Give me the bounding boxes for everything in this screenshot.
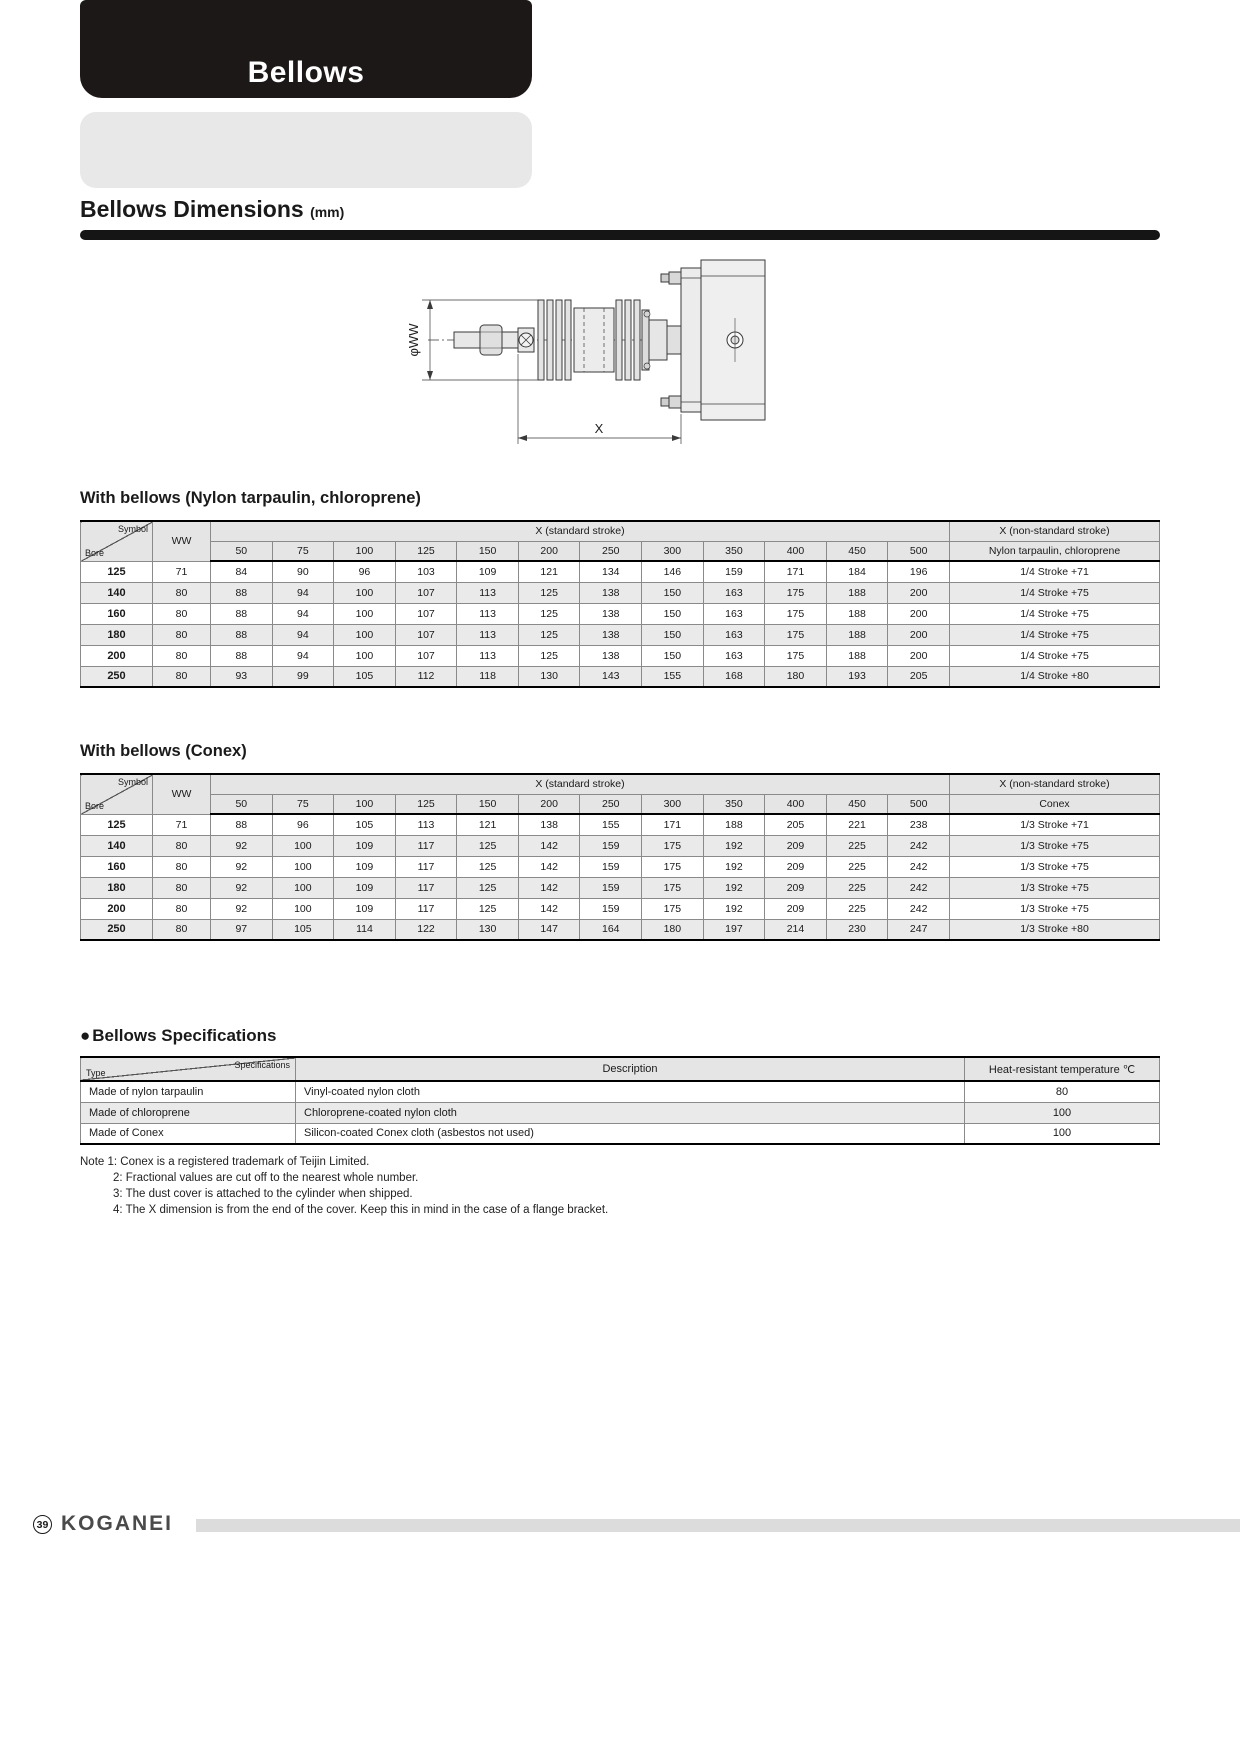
ww-cell: 80 bbox=[153, 877, 211, 898]
table-row bbox=[81, 877, 1160, 898]
bore-cell: 250 bbox=[81, 666, 153, 687]
diagram-label-x: X bbox=[594, 421, 604, 436]
value-cell: 113 bbox=[395, 814, 457, 835]
note-line: 4: The X dimension is from the end of the cover. Keep this in mind in the case of a flange bracket. bbox=[113, 1204, 609, 1216]
value-cell: 142 bbox=[518, 856, 580, 877]
ww-cell: 80 bbox=[153, 919, 211, 940]
footer-bar bbox=[196, 1519, 1240, 1532]
value-cell: 175 bbox=[642, 856, 704, 877]
nonstd-stroke-header: X (non-standard stroke) bbox=[950, 774, 1160, 794]
stroke-col: 350 bbox=[703, 541, 765, 561]
value-cell: 109 bbox=[457, 561, 519, 582]
stroke-col: 150 bbox=[457, 541, 519, 561]
value-cell: 147 bbox=[518, 919, 580, 940]
ww-cell: 80 bbox=[153, 645, 211, 666]
value-cell: 242 bbox=[888, 877, 950, 898]
stroke-col: 100 bbox=[334, 794, 396, 814]
value-cell: 138 bbox=[580, 624, 642, 645]
nonstd-cell: 1/4 Stroke +75 bbox=[950, 624, 1160, 645]
value-cell: 94 bbox=[272, 582, 334, 603]
value-cell: 146 bbox=[642, 561, 704, 582]
table-row bbox=[81, 1123, 1160, 1144]
ww-cell: 80 bbox=[153, 624, 211, 645]
table-title-conex: With bellows (Conex) bbox=[80, 742, 247, 760]
nonstd-sub-header: Nylon tarpaulin, chloroprene bbox=[950, 541, 1160, 561]
value-cell: 117 bbox=[395, 856, 457, 877]
value-cell: 214 bbox=[765, 919, 827, 940]
value-cell: 150 bbox=[642, 645, 704, 666]
value-cell: 138 bbox=[518, 814, 580, 835]
table-title-nylon: With bellows (Nylon tarpaulin, chloroprene) bbox=[80, 489, 421, 507]
stroke-col: 250 bbox=[580, 794, 642, 814]
value-cell: 130 bbox=[457, 919, 519, 940]
value-cell: 94 bbox=[272, 603, 334, 624]
value-cell: 92 bbox=[211, 877, 273, 898]
value-cell: 238 bbox=[888, 814, 950, 835]
value-cell: 188 bbox=[826, 582, 888, 603]
value-cell: 184 bbox=[826, 561, 888, 582]
value-cell: 155 bbox=[642, 666, 704, 687]
temp-cell: 100 bbox=[965, 1102, 1160, 1123]
banner-subpanel bbox=[80, 112, 532, 188]
stroke-col: 150 bbox=[457, 794, 519, 814]
stroke-col: 200 bbox=[518, 794, 580, 814]
value-cell: 109 bbox=[334, 898, 396, 919]
value-cell: 164 bbox=[580, 919, 642, 940]
stroke-col: 250 bbox=[580, 541, 642, 561]
value-cell: 175 bbox=[642, 898, 704, 919]
corner-cell bbox=[81, 521, 153, 561]
nonstd-cell: 1/4 Stroke +80 bbox=[950, 666, 1160, 687]
value-cell: 188 bbox=[826, 645, 888, 666]
stroke-col: 200 bbox=[518, 541, 580, 561]
value-cell: 159 bbox=[580, 898, 642, 919]
stroke-col: 500 bbox=[888, 541, 950, 561]
desc-cell: Vinyl-coated nylon cloth bbox=[296, 1081, 965, 1102]
nonstd-cell: 1/4 Stroke +75 bbox=[950, 645, 1160, 666]
stroke-col: 350 bbox=[703, 794, 765, 814]
table-row bbox=[81, 835, 1160, 856]
stroke-col: 125 bbox=[395, 541, 457, 561]
value-cell: 107 bbox=[395, 603, 457, 624]
value-cell: 117 bbox=[395, 877, 457, 898]
value-cell: 113 bbox=[457, 582, 519, 603]
value-cell: 197 bbox=[703, 919, 765, 940]
value-cell: 100 bbox=[334, 582, 396, 603]
value-cell: 209 bbox=[765, 856, 827, 877]
value-cell: 200 bbox=[888, 624, 950, 645]
value-cell: 107 bbox=[395, 582, 457, 603]
bore-cell: 140 bbox=[81, 582, 153, 603]
value-cell: 112 bbox=[395, 666, 457, 687]
value-cell: 192 bbox=[703, 898, 765, 919]
value-cell: 121 bbox=[518, 561, 580, 582]
nonstd-cell: 1/4 Stroke +71 bbox=[950, 561, 1160, 582]
table-row bbox=[81, 856, 1160, 877]
value-cell: 221 bbox=[826, 814, 888, 835]
nonstd-cell: 1/4 Stroke +75 bbox=[950, 582, 1160, 603]
value-cell: 125 bbox=[518, 582, 580, 603]
section-title: Bellows Dimensions (mm) bbox=[80, 196, 345, 222]
value-cell: 93 bbox=[211, 666, 273, 687]
type-cell: Made of nylon tarpaulin bbox=[81, 1081, 296, 1102]
value-cell: 100 bbox=[334, 645, 396, 666]
value-cell: 209 bbox=[765, 835, 827, 856]
value-cell: 94 bbox=[272, 645, 334, 666]
value-cell: 225 bbox=[826, 835, 888, 856]
value-cell: 100 bbox=[272, 898, 334, 919]
ww-cell: 71 bbox=[153, 814, 211, 835]
stroke-col: 400 bbox=[765, 794, 827, 814]
stroke-col: 300 bbox=[642, 541, 704, 561]
bullet-icon: ● bbox=[80, 1026, 91, 1045]
value-cell: 107 bbox=[395, 624, 457, 645]
value-cell: 188 bbox=[826, 624, 888, 645]
value-cell: 180 bbox=[642, 919, 704, 940]
value-cell: 90 bbox=[272, 561, 334, 582]
stroke-col: 500 bbox=[888, 794, 950, 814]
value-cell: 113 bbox=[457, 645, 519, 666]
desc-cell: Silicon-coated Conex cloth (asbestos not used) bbox=[296, 1123, 965, 1144]
value-cell: 109 bbox=[334, 835, 396, 856]
bore-cell: 180 bbox=[81, 877, 153, 898]
value-cell: 168 bbox=[703, 666, 765, 687]
value-cell: 175 bbox=[642, 877, 704, 898]
value-cell: 175 bbox=[765, 603, 827, 624]
corner-symbol-label: Symbol bbox=[117, 524, 148, 534]
value-cell: 130 bbox=[518, 666, 580, 687]
value-cell: 105 bbox=[272, 919, 334, 940]
stroke-col: 450 bbox=[826, 794, 888, 814]
ww-header: WW bbox=[153, 521, 211, 561]
table-row bbox=[81, 666, 1160, 687]
std-stroke-header: X (standard stroke) bbox=[211, 521, 950, 541]
value-cell: 192 bbox=[703, 877, 765, 898]
notes-block bbox=[80, 1154, 608, 1218]
value-cell: 125 bbox=[518, 645, 580, 666]
value-cell: 175 bbox=[765, 624, 827, 645]
ww-header: WW bbox=[153, 774, 211, 814]
specs-table bbox=[80, 1056, 1160, 1145]
value-cell: 100 bbox=[272, 877, 334, 898]
value-cell: 155 bbox=[580, 814, 642, 835]
corner-type-label: Type bbox=[86, 1068, 106, 1078]
dim-table-conex bbox=[80, 773, 1160, 941]
note-line: 3: The dust cover is attached to the cylinder when shipped. bbox=[113, 1188, 413, 1200]
value-cell: 142 bbox=[518, 898, 580, 919]
value-cell: 100 bbox=[334, 603, 396, 624]
value-cell: 247 bbox=[888, 919, 950, 940]
value-cell: 163 bbox=[703, 603, 765, 624]
nonstd-cell: 1/3 Stroke +75 bbox=[950, 856, 1160, 877]
value-cell: 138 bbox=[580, 645, 642, 666]
type-cell: Made of chloroprene bbox=[81, 1102, 296, 1123]
specs-title: ● Bellows Specifications bbox=[80, 1026, 277, 1045]
ww-cell: 80 bbox=[153, 856, 211, 877]
note-line: Note 1: Conex is a registered trademark of Teijin Limited. bbox=[80, 1156, 370, 1168]
value-cell: 100 bbox=[272, 856, 334, 877]
value-cell: 88 bbox=[211, 645, 273, 666]
table-row bbox=[81, 624, 1160, 645]
nonstd-sub-header: Conex bbox=[950, 794, 1160, 814]
value-cell: 175 bbox=[765, 582, 827, 603]
value-cell: 138 bbox=[580, 603, 642, 624]
stroke-col: 125 bbox=[395, 794, 457, 814]
value-cell: 125 bbox=[457, 877, 519, 898]
value-cell: 97 bbox=[211, 919, 273, 940]
value-cell: 192 bbox=[703, 856, 765, 877]
value-cell: 118 bbox=[457, 666, 519, 687]
value-cell: 125 bbox=[518, 624, 580, 645]
value-cell: 114 bbox=[334, 919, 396, 940]
bore-cell: 160 bbox=[81, 603, 153, 624]
nonstd-cell: 1/3 Stroke +71 bbox=[950, 814, 1160, 835]
dim-table-nylon bbox=[80, 520, 1160, 688]
bore-cell: 200 bbox=[81, 898, 153, 919]
bore-cell: 250 bbox=[81, 919, 153, 940]
value-cell: 188 bbox=[703, 814, 765, 835]
value-cell: 125 bbox=[457, 835, 519, 856]
value-cell: 143 bbox=[580, 666, 642, 687]
value-cell: 125 bbox=[518, 603, 580, 624]
stroke-col: 75 bbox=[272, 794, 334, 814]
value-cell: 121 bbox=[457, 814, 519, 835]
value-cell: 193 bbox=[826, 666, 888, 687]
table-row bbox=[81, 814, 1160, 835]
value-cell: 225 bbox=[826, 898, 888, 919]
stroke-col: 75 bbox=[272, 541, 334, 561]
value-cell: 209 bbox=[765, 877, 827, 898]
value-cell: 175 bbox=[642, 835, 704, 856]
corner-bore-label: Bore bbox=[85, 547, 105, 558]
brand-logo: KOGANEI bbox=[61, 1512, 174, 1535]
ww-cell: 71 bbox=[153, 561, 211, 582]
value-cell: 171 bbox=[765, 561, 827, 582]
description-header: Description bbox=[296, 1057, 965, 1081]
type-cell: Made of Conex bbox=[81, 1123, 296, 1144]
table-row bbox=[81, 582, 1160, 603]
value-cell: 150 bbox=[642, 603, 704, 624]
value-cell: 205 bbox=[765, 814, 827, 835]
spec-corner-cell bbox=[81, 1057, 296, 1081]
value-cell: 200 bbox=[888, 582, 950, 603]
bore-cell: 125 bbox=[81, 561, 153, 582]
value-cell: 125 bbox=[457, 898, 519, 919]
value-cell: 99 bbox=[272, 666, 334, 687]
value-cell: 230 bbox=[826, 919, 888, 940]
value-cell: 163 bbox=[703, 624, 765, 645]
stroke-col: 300 bbox=[642, 794, 704, 814]
value-cell: 105 bbox=[334, 814, 396, 835]
cylinder-diagram bbox=[398, 252, 768, 457]
dim-table-nylon-wrap bbox=[80, 520, 1160, 688]
value-cell: 100 bbox=[272, 835, 334, 856]
corner-specifications-label: Specifications bbox=[234, 1060, 290, 1070]
value-cell: 103 bbox=[395, 561, 457, 582]
value-cell: 113 bbox=[457, 624, 519, 645]
table-row bbox=[81, 561, 1160, 582]
value-cell: 96 bbox=[334, 561, 396, 582]
table-row bbox=[81, 919, 1160, 940]
value-cell: 242 bbox=[888, 835, 950, 856]
ww-cell: 80 bbox=[153, 898, 211, 919]
corner-bore-label: Bore bbox=[85, 800, 105, 811]
value-cell: 107 bbox=[395, 645, 457, 666]
value-cell: 96 bbox=[272, 814, 334, 835]
value-cell: 163 bbox=[703, 582, 765, 603]
value-cell: 92 bbox=[211, 898, 273, 919]
value-cell: 88 bbox=[211, 582, 273, 603]
value-cell: 242 bbox=[888, 856, 950, 877]
value-cell: 171 bbox=[642, 814, 704, 835]
nonstd-stroke-header: X (non-standard stroke) bbox=[950, 521, 1160, 541]
section-divider-bar bbox=[80, 230, 1160, 240]
value-cell: 122 bbox=[395, 919, 457, 940]
banner bbox=[80, 0, 532, 98]
ww-cell: 80 bbox=[153, 666, 211, 687]
value-cell: 159 bbox=[580, 877, 642, 898]
value-cell: 150 bbox=[642, 624, 704, 645]
stroke-col: 50 bbox=[211, 541, 273, 561]
desc-cell: Chloroprene-coated nylon cloth bbox=[296, 1102, 965, 1123]
value-cell: 200 bbox=[888, 645, 950, 666]
page-number-badge: 39 bbox=[33, 1515, 52, 1534]
ww-cell: 80 bbox=[153, 835, 211, 856]
bore-cell: 180 bbox=[81, 624, 153, 645]
value-cell: 225 bbox=[826, 877, 888, 898]
value-cell: 100 bbox=[334, 624, 396, 645]
value-cell: 84 bbox=[211, 561, 273, 582]
value-cell: 209 bbox=[765, 898, 827, 919]
value-cell: 159 bbox=[580, 835, 642, 856]
value-cell: 138 bbox=[580, 582, 642, 603]
value-cell: 163 bbox=[703, 645, 765, 666]
ww-cell: 80 bbox=[153, 603, 211, 624]
value-cell: 180 bbox=[765, 666, 827, 687]
value-cell: 105 bbox=[334, 666, 396, 687]
value-cell: 125 bbox=[457, 856, 519, 877]
value-cell: 109 bbox=[334, 856, 396, 877]
section-unit: (mm) bbox=[310, 204, 345, 220]
value-cell: 175 bbox=[765, 645, 827, 666]
value-cell: 192 bbox=[703, 835, 765, 856]
nonstd-cell: 1/3 Stroke +80 bbox=[950, 919, 1160, 940]
value-cell: 109 bbox=[334, 877, 396, 898]
value-cell: 196 bbox=[888, 561, 950, 582]
value-cell: 94 bbox=[272, 624, 334, 645]
std-stroke-header: X (standard stroke) bbox=[211, 774, 950, 794]
table-row bbox=[81, 1081, 1160, 1102]
value-cell: 117 bbox=[395, 835, 457, 856]
diagram-label-ww: φWW bbox=[406, 323, 421, 357]
value-cell: 88 bbox=[211, 603, 273, 624]
corner-symbol-label: Symbol bbox=[117, 777, 148, 787]
value-cell: 142 bbox=[518, 877, 580, 898]
nonstd-cell: 1/3 Stroke +75 bbox=[950, 835, 1160, 856]
table-row bbox=[81, 898, 1160, 919]
value-cell: 242 bbox=[888, 898, 950, 919]
stroke-col: 450 bbox=[826, 541, 888, 561]
stroke-col: 50 bbox=[211, 794, 273, 814]
value-cell: 159 bbox=[580, 856, 642, 877]
nonstd-cell: 1/3 Stroke +75 bbox=[950, 898, 1160, 919]
value-cell: 113 bbox=[457, 603, 519, 624]
corner-cell bbox=[81, 774, 153, 814]
bore-cell: 140 bbox=[81, 835, 153, 856]
value-cell: 117 bbox=[395, 898, 457, 919]
table-row bbox=[81, 645, 1160, 666]
temp-cell: 100 bbox=[965, 1123, 1160, 1144]
table-row bbox=[81, 603, 1160, 624]
nonstd-cell: 1/4 Stroke +75 bbox=[950, 603, 1160, 624]
note-line: 2: Fractional values are cut off to the nearest whole number. bbox=[113, 1172, 419, 1184]
value-cell: 134 bbox=[580, 561, 642, 582]
value-cell: 142 bbox=[518, 835, 580, 856]
stroke-col: 100 bbox=[334, 541, 396, 561]
stroke-col: 400 bbox=[765, 541, 827, 561]
page-title: Bellows bbox=[247, 56, 365, 89]
value-cell: 88 bbox=[211, 814, 273, 835]
value-cell: 88 bbox=[211, 624, 273, 645]
bore-cell: 200 bbox=[81, 645, 153, 666]
bellows-drawing-svg bbox=[398, 252, 768, 452]
value-cell: 225 bbox=[826, 856, 888, 877]
value-cell: 92 bbox=[211, 856, 273, 877]
value-cell: 159 bbox=[703, 561, 765, 582]
bore-cell: 125 bbox=[81, 814, 153, 835]
specs-table-wrap bbox=[80, 1056, 1160, 1145]
value-cell: 150 bbox=[642, 582, 704, 603]
value-cell: 205 bbox=[888, 666, 950, 687]
table-row bbox=[81, 1102, 1160, 1123]
temperature-header: Heat-resistant temperature ℃ bbox=[965, 1057, 1160, 1081]
dim-table-conex-wrap bbox=[80, 773, 1160, 941]
value-cell: 188 bbox=[826, 603, 888, 624]
value-cell: 200 bbox=[888, 603, 950, 624]
ww-cell: 80 bbox=[153, 582, 211, 603]
bore-cell: 160 bbox=[81, 856, 153, 877]
value-cell: 92 bbox=[211, 835, 273, 856]
nonstd-cell: 1/3 Stroke +75 bbox=[950, 877, 1160, 898]
temp-cell: 80 bbox=[965, 1081, 1160, 1102]
